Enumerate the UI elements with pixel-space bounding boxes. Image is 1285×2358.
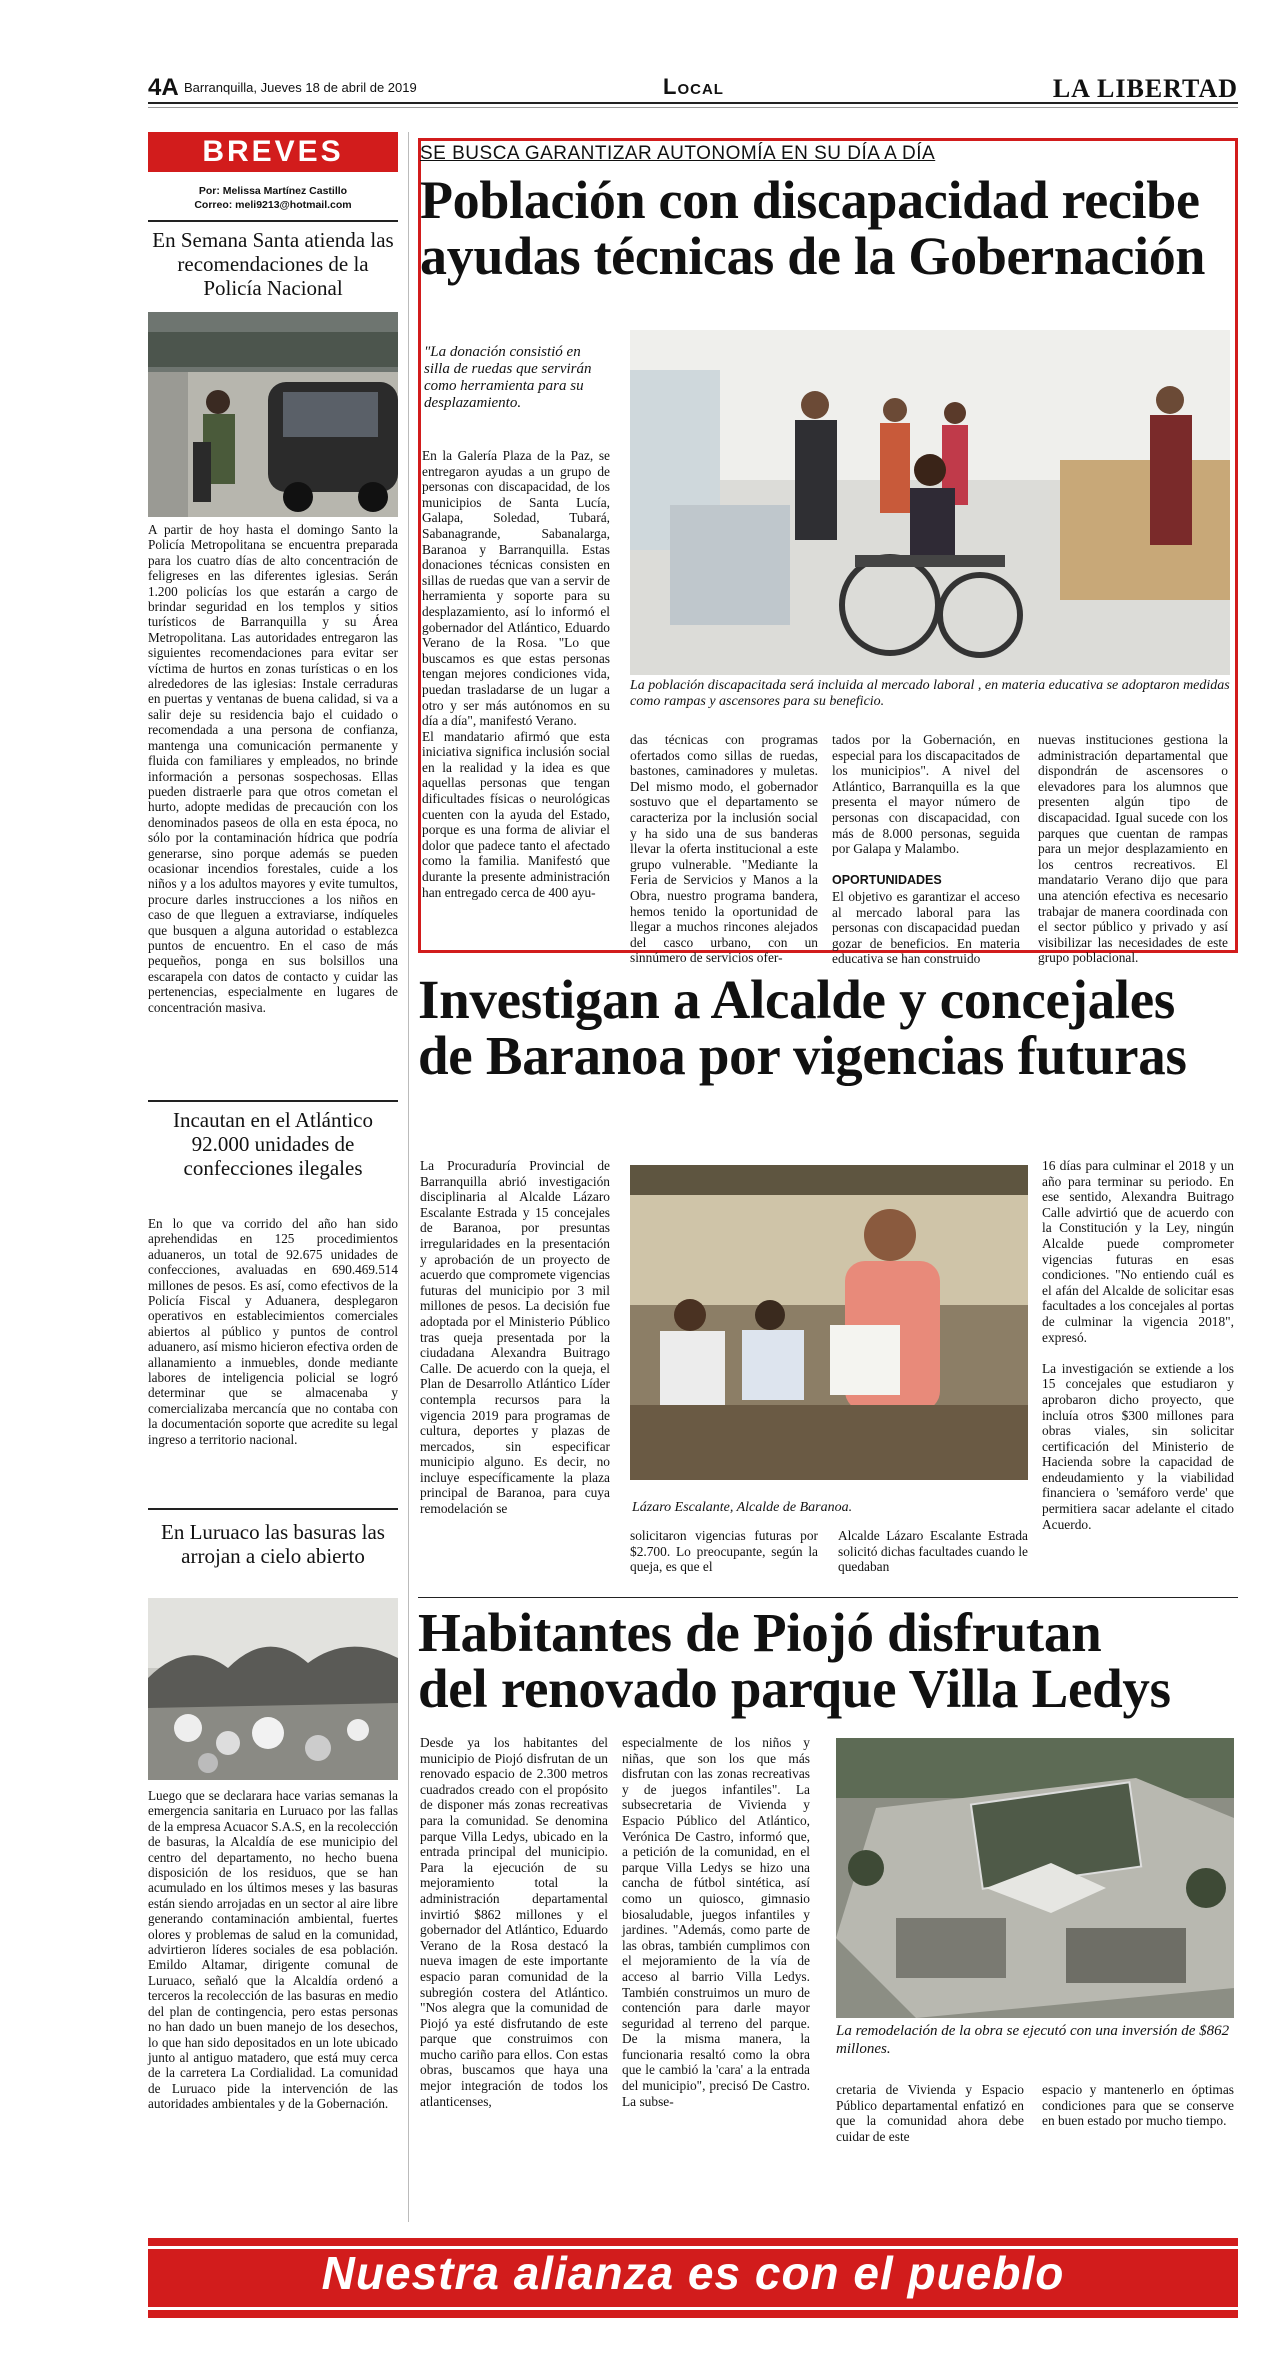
wheelchair-photo [630,330,1230,675]
article2-caption: Lázaro Escalante, Alcalde de Baranoa. [632,1500,853,1515]
sidebar-story3-headline: En Luruaco las basuras las arrojan a cielo abierto [161,1520,385,1568]
breves-label: BREVES [148,132,398,172]
sidebar-story1-body: A partir de hoy hasta el domingo Santo la Policía Metropolitana se encuentra preparada para los cuatro días de alto concentración de feligreses en las diferentes iglesias. Serán 1.200 policías los que estarán a cargo de brindar seguridad en los templos y sitios turísticos de Barranquilla y su Área Metropolitana. Las autoridades entregaron las siguientes recomendaciones para evitar ser víctima de hurtos en zonas turísticas o en los alrededores de las iglesias: Instale cerraduras en puertas y ventanas de buena calidad, si va a salir deje su residencia bajo el cuidado o recomendada a una persona de confianza, mantenga una comunicación permanente y fluida con familiares y empleados, no brinde información a personas sospechosas. Ellas pueden distraerle para que otros cometan el hurto, adopte medidas de precaución con los denominados paseos de olla en esta época, no sólo por la contaminación hídrica que podría generarse, sino porque además se pueden ocasionar incendios forestales, cuide a los niños y a los adultos mayores y evite tumultos, procure darles instrucciones a los niños en caso de que lleguen a extraviarse, indíqueles que busquen a alguna autoridad o establezca puntos de encuentro. En el caso de más pequeños, ponga en sus bolsillos una escarapela con datos de contacto y cuidar las pertenencias, especialmente en lugares de concentración masiva. [148,522,398,1015]
sidebar-divider [148,1100,398,1102]
article2-headline [418,969,1187,1086]
article3-col4: espacio y mantenerlo en óptimas condiciones para que se conserve en buen estado por mucho tiempo. [1042,2082,1234,2129]
article2-headline-line2: de Baranoa por vigencias futuras [418,1025,1187,1086]
article1-headline-line2: ayudas técnicas de la Gobernación [420,226,1206,286]
article1-col1b-text: El mandatario afirmó que esta iniciativa significa inclusión social en la realidad y la idea es que aquellas personas que tengan dificultades físicas o neurológicas cuenten con la ayuda del Estado, porque es una forma de aliviar el dolor que padece tanto el afectado como la familia. Manifestó que durante la presente administración han entregado cerca de 400 ayu- [422,728,610,900]
article1-col3 [832,732,1020,967]
article1-col3-subhead: OPORTUNIDADES [832,873,942,888]
article2-col3: Alcalde Lázaro Escalante Estrada solicitó dichas facultades cuando le quedaban [838,1528,1028,1575]
garbage-photo [148,1598,398,1780]
article2-col4 [1042,1158,1234,1532]
newspaper-name: LA LIBERTAD [1052,74,1238,103]
sidebar-divider [148,1508,398,1510]
slogan-banner [148,2238,1238,2318]
byline-email: Correo: meli9213@hotmail.com [194,199,352,211]
banner-slogan: Nuestra alianza es con el pueblo [321,2247,1065,2299]
section-name: Local [663,74,724,99]
article1-col3-text: tados por la Gobernación, en especial para los discapacitados de los municipios". A nivel del Atlántico, Barranquilla es la que presenta el mayor número de personas con discapacidad, con más de 8.000 personas, seguida por Galapa y Malambo. [832,732,1020,857]
sidebar-story3-body: Luego que se declarara hace varias semanas la emergencia sanitaria en Luruaco por las fallas de la empresa Acuacor S.A.S, en la recolección de basuras, la Alcaldía de ese municipio del centro del departamento, no hecho buena disposición de los residuos, que se han acumulado en los últimos meses y las basuras están siendo arrojadas en un sector al aire libre generando contaminación ambiental, fuertes olores y problemas de salud en la comunidad, advirtieron líderes sociales de esa población. Emildo Altamar, dirigente comunal de Luruaco, señaló que la Alcaldía ordenó a terceros la recolección de las basuras en medio del plan de contingencia, pero estas personas no han dado un buen manejo de los desechos, lo que han sido depositados en un lote ubicado junto al antiguo matadero, que está muy cerca de la carretera La Cordialidad. La comunidad de Luruaco pide la intervención de las autoridades ambientales y de la Gobernación. [148,1788,398,2112]
page-number: 4A [148,74,179,101]
article3-col3: cretaria de Vivienda y Espacio Público departamental enfatizó en que la comunidad ahora debe cuidar de este [836,2082,1024,2144]
article1-kicker: SE BUSCA GARANTIZAR AUTONOMÍA EN SU DÍA A DÍA [420,143,936,164]
column-separator [408,132,409,2222]
sidebar-byline [148,184,398,212]
article1-col4: nuevas instituciones gestiona la administración departamental que dispondrán de ascensores o elevadores para los alumnos que presenten algún tipo de discapacidad. Igual sucede con los parques que cuentan de rampas para un mejor desplazamiento en los centros recreativos. El mandatario Verano dijo que para una atención efectiva es necesario trabajar de manera coordinada con el sector público y privado y así visibilizar las necesidades de este grupo poblacional. [1038,732,1228,966]
article-divider [418,1597,1238,1598]
article2-col4b-text: La investigación se extiende a los 15 concejales que estudiaron y aprobaron dicho proyecto, que incluía otros $300 millones para obras viales, sin solicitar certificación del Ministerio de Hacienda sobre la capacidad de endeudamiento y la viabilidad financiera o 'semáforo verde' que permitiera sacar adelante el citado Acuerdo. [1042,1360,1234,1532]
article1-col3b-text: El objetivo es garantizar el acceso al mercado laboral para las personas con discapacidad puedan gozar de beneficios. En materia educativa se han construido [832,888,1020,967]
header-divider [148,107,1238,108]
byline-author: Por: Melissa Martínez Castillo [198,185,348,197]
article1-pullquote: "La donación consistió en silla de ruedas que servirán como herramienta para su desplazamiento. [424,344,592,411]
article2-col2: solicitaron vigencias futuras por $2.700. Lo preocupante, según la queja, es que el [630,1528,818,1575]
police-photo [148,312,398,517]
article2-col1: La Procuraduría Provincial de Barranquilla abrió investigación disciplinaria al Alcalde Lázaro Escalante Estrada y 15 concejales de Baranoa, por presuntas irregularidades en la presentación y aprobación de un proyecto de acuerdo que compromete vigencias futuras del municipio por 3 mil millones de pesos. La decisión fue adoptada por el Ministerio Público tras queja presentada por la ciudadana Alexandra Buitrago Calle. De acuerdo con la queja, el Plan de Desarrollo Atlántico Líder contempla recursos para la vigencia 2019 para programas de cultura, deportes y plazas de mercados, sin especificar municipio alguno. Es decir, no incluye específicamente la plaza principal de Baranoa, para cuya remodelación se [420,1158,610,1517]
article2-col4-text: 16 días para culminar el 2018 y un año para terminar su periodo. En ese sentido, Alexandra Buitrago Calle advirtió que de acuerdo con la Constitución y la Ley, ningún Alcalde puede comprometer vigencias futuras en esas condiciones. "No entiendo cuál es el afán del Alcalde de solicitar esas facultades a los concejales al portas de culminar la vigencia 2018", expresó. [1042,1158,1234,1345]
article1-col1 [422,448,610,900]
article3-headline-line2: del renovado parque Villa Ledys [418,1658,1171,1719]
article3-col2: especialmente de los niños y niñas, que son los que más disfrutan con las zonas recreativas y de juegos infantiles". La subsecretaria de Vivienda y Espacio Público del Atlántico, Verónica De Castro, informó que, a petición de la comunidad, en el parque Villa Ledys se hizo una cancha de fútbol sintética, así como un quiosco, gimnasio biosaludable, juegos infantiles y jardines. "Además, como parte de las obras, también cumplimos con el mejoramiento de la vía de acceso al barrio Villa Ledys. También construimos un muro de contención para darle mayor seguridad al terreno del parque. De la misma manera, la funcionaria resaltó como la obra que le cambió la 'cara' a la entrada del municipio", precisó De Castro. La subse- [622,1735,810,2109]
page-header [148,74,1238,104]
article1-col1-text: En la Galería Plaza de la Paz, se entregaron ayudas a un grupo de personas con discapacidad, de los municipios de Santa Lucía, Galapa, Soledad, Tubará, Sabanagrande, Sabanalarga, Baranoa y Barranquilla. Estas donaciones técnicas consisten en sillas de ruedas que van a servir de herramienta y soporte para su desplazamiento, así lo informó el gobernador del Atlántico, Eduardo Verano de la Rosa. "Lo que buscamos es que estas personas tengan mejores condiciones vida, puedan trasladarse de un lugar a otro y ser más autónomos en su día a día", manifestó Verano. [422,448,610,729]
sidebar-divider [148,220,398,222]
article1-headline [420,172,1205,284]
banner-stripe [148,2307,1238,2310]
article3-col1: Desde ya los habitantes del municipio de Piojó disfrutan de un renovado espacio de 2.300 metros cuadrados creado con el propósito de disponer más zonas recreativas para la comunidad. Se denomina parque Villa Ledys, ubicado en la entrada principal del municipio. Para la ejecución de su mejoramiento total la administración departamental invirtió $862 millones y el gobernador del Atlántico, Eduardo Verano de la Rosa destacó la nueva imagen de este importante espacio paran comunidad de la subregión costera del Atlántico. "Nos alegra que la comunidad de Piojó ya esté disfrutando de este parque que construimos con mucho cariño para ellos. Con estas obras, buscamos que haya una mejor integración de todos los atlanticenses, [420,1735,608,2109]
article1-col2: das técnicas con programas ofertados como sillas de ruedas, bastones, caminadores y muletas. Del mismo modo, el gobernador sostuvo que el departamento se caracteriza por la inclusión social y ha sido una de sus banderas llevar la oferta institucional a este grupo vulnerable. "Mediante la Feria de Servicios y Manos a la Obra, nuestro programa bandera, hemos tenido la oportunidad de llegar a muchos rincones alejados del casco urbano, con un sinnúmero de servicios ofer- [630,732,818,966]
sidebar-story2-headline: Incautan en el Atlántico 92.000 unidades de confecciones ilegales [172,1108,373,1180]
mayor-photo [630,1165,1028,1480]
article1-headline-line1: Población con discapacidad recibe [420,170,1200,230]
article2-headline-line1: Investigan a Alcalde y concejales [418,969,1175,1030]
sidebar-story2-body: En lo que va corrido del año han sido aprehendidas en 125 procedimientos aduaneros, un total de 92.675 unidades de confecciones, avaluadas en 690.469.514 millones de pesos. Es así, como efectivos de la Policía Fiscal y Aduanera, desplegaron operativos en establecimientos comerciales abiertos al público y puntos de control aduanero, así mismo hicieron efectiva orden de allanamiento a inmuebles, donde mediante labores de inteligencia policial se logró determinar que se almacenaba y comercializaba mercancía que no contaba con la documentación soporte que acredite su legal ingreso a territorio nacional. [148,1216,398,1447]
issue-date: Barranquilla, Jueves 18 de abril de 2019 [184,80,417,95]
park-aerial-photo [836,1738,1234,2018]
article3-headline-line1: Habitantes de Piojó disfrutan [418,1602,1102,1663]
article3-caption: La remodelación de la obra se ejecutó con una inversión de $862 millones. [836,2023,1230,2057]
article3-headline [418,1602,1171,1719]
sidebar-story1-headline: En Semana Santa atienda las recomendaciones de la Policía Nacional [152,228,394,300]
article1-caption: La población discapacitada será incluida al mercado laboral , en materia educativa se adoptaron medidas como rampas y ascensores para su beneficio. [630,678,1230,709]
